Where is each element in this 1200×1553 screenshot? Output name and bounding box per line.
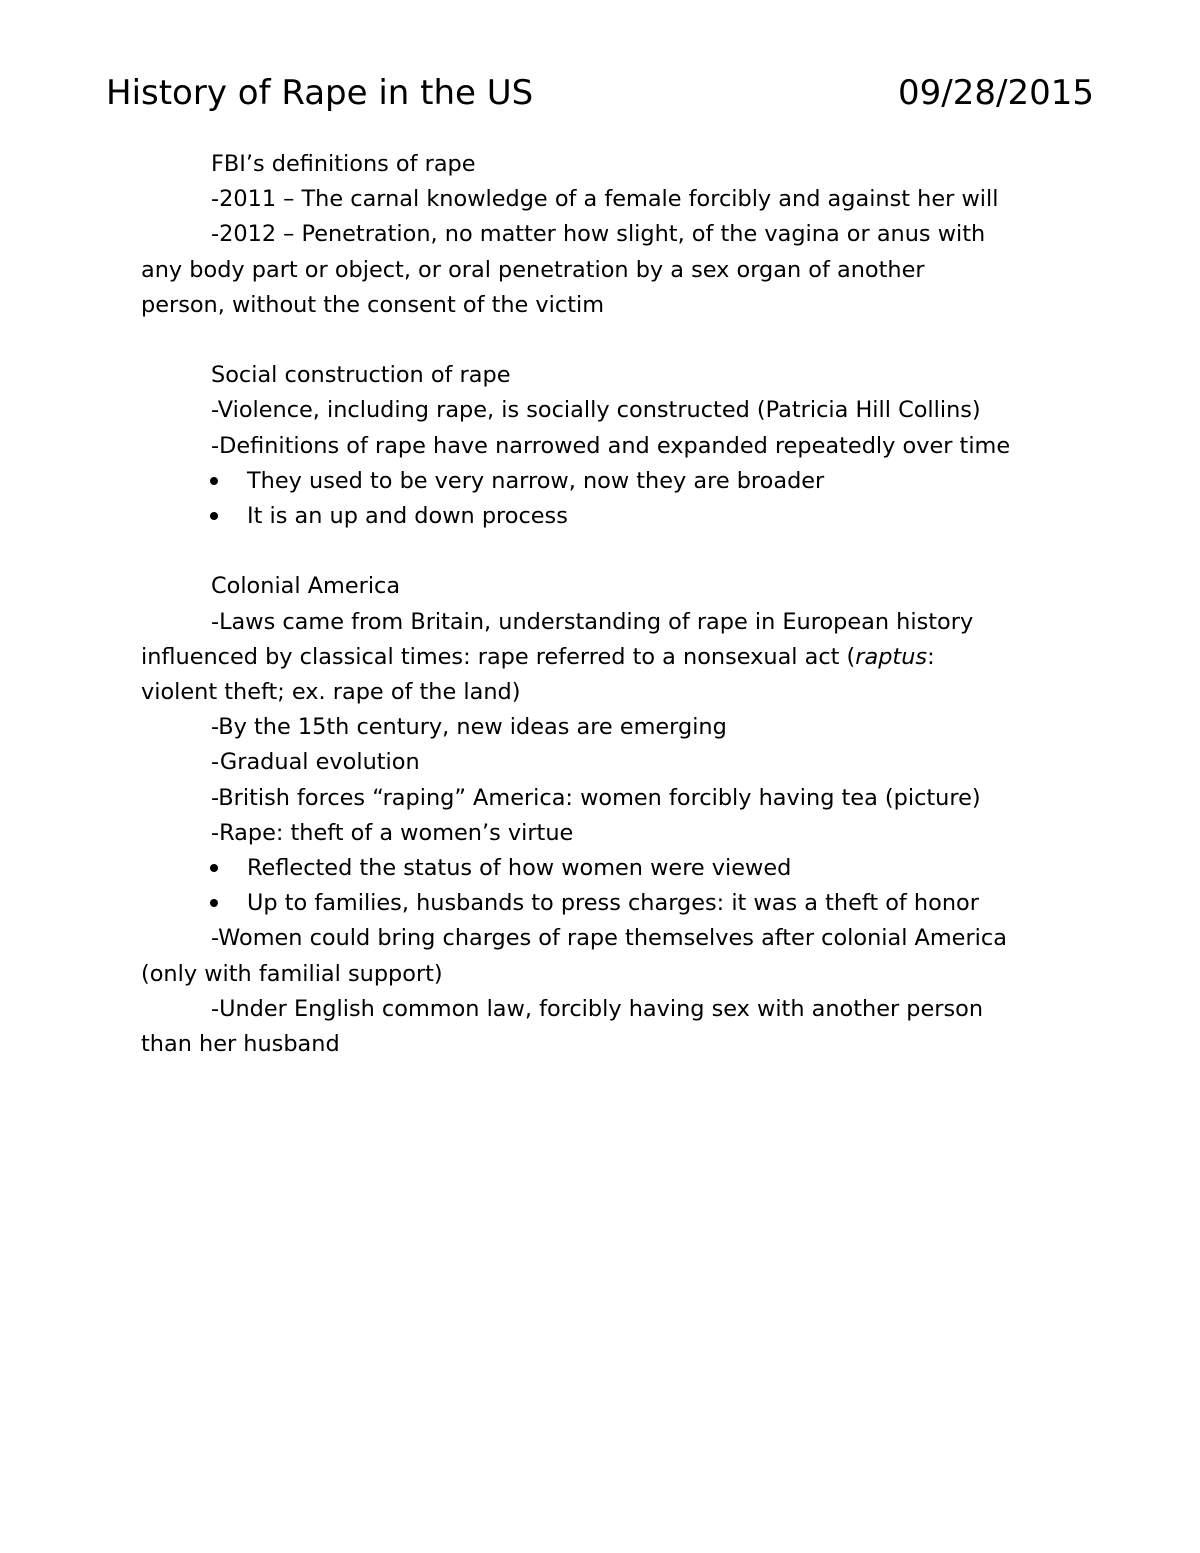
note-text: -Rape: theft of a women’s virtue: [211, 819, 574, 846]
note-text: -By the 15th century, new ideas are emerging: [211, 714, 727, 741]
note-line: [141, 569, 1071, 604]
note-text: person, without the consent of the victim: [141, 291, 605, 318]
note-line: [141, 816, 1071, 851]
note-text: -Gradual evolution: [211, 749, 420, 776]
note-line: [141, 147, 1071, 182]
note-text: -Women could bring charges of rape themselves after colonial America: [211, 925, 1007, 952]
note-text: violent theft; ex. rape of the land): [141, 679, 521, 706]
note-line: [141, 605, 1071, 640]
note-line: [141, 921, 1071, 956]
note-text: :: [927, 643, 935, 670]
bullet-item: [141, 851, 1071, 886]
notes-body: [141, 147, 1071, 1062]
bullet-text: It is an up and down process: [247, 503, 568, 530]
note-text: than her husband: [141, 1031, 340, 1058]
note-text: -Violence, including rape, is socially constructed (Patricia Hill Collins): [211, 397, 981, 424]
note-line: [141, 182, 1071, 217]
note-text: -2012 – Penetration, no matter how slight, of the vagina or anus with: [211, 221, 986, 248]
note-text: FBI’s definitions of rape: [211, 151, 476, 177]
note-line-empty: [141, 323, 1071, 358]
note-text: influenced by classical times: rape referred to a nonsexual act (: [141, 643, 856, 670]
note-heading: Colonial America: [211, 573, 401, 600]
bullet-dot-icon: [210, 899, 218, 907]
note-text: -2011 – The carnal knowledge of a female forcibly and against her will: [211, 186, 999, 213]
bullet-dot-icon: [210, 864, 218, 872]
note-text: (only with familial support): [141, 960, 443, 987]
note-line-continuation: [141, 253, 1071, 288]
note-line-continuation: [141, 1027, 1071, 1062]
note-text: -Laws came from Britain, understanding of rape in European history: [211, 608, 974, 635]
note-line-continuation: [141, 288, 1071, 323]
bullet-item: [141, 499, 1071, 534]
note-line-continuation: [141, 640, 1071, 675]
bullet-item: [141, 464, 1071, 499]
bullet-text: Up to families, husbands to press charges: it was a theft of honor: [247, 890, 979, 917]
note-heading: Social construction of rape: [211, 362, 511, 389]
note-text: -British forces “raping” America: women forcibly having tea (picture): [211, 784, 981, 811]
note-line: [141, 358, 1071, 393]
note-line: [141, 710, 1071, 745]
note-line: [141, 217, 1071, 252]
bullet-item: [141, 886, 1071, 921]
bullet-dot-icon: [210, 477, 218, 485]
note-text: -Definitions of rape have narrowed and expanded repeatedly over time: [211, 432, 1011, 459]
note-line: [141, 429, 1071, 464]
note-text-italic: raptus: [855, 643, 928, 670]
bullet-text: They used to be very narrow, now they are broader: [247, 467, 825, 494]
note-line-empty: [141, 534, 1071, 569]
note-line-continuation: [141, 957, 1071, 992]
note-text: -Under English common law, forcibly having sex with another person: [211, 995, 984, 1022]
note-line: [141, 992, 1071, 1027]
document-date: 09/28/2015: [898, 73, 1094, 113]
bullet-dot-icon: [210, 512, 218, 520]
document-header: [106, 68, 1094, 118]
note-line: [141, 781, 1071, 816]
note-text: any body part or object, or oral penetration by a sex organ of another: [141, 256, 925, 283]
note-line-continuation: [141, 675, 1071, 710]
note-line: [141, 745, 1071, 780]
document-title: History of Rape in the US: [106, 73, 534, 113]
note-line: [141, 393, 1071, 428]
bullet-text: Reflected the status of how women were viewed: [247, 855, 792, 882]
